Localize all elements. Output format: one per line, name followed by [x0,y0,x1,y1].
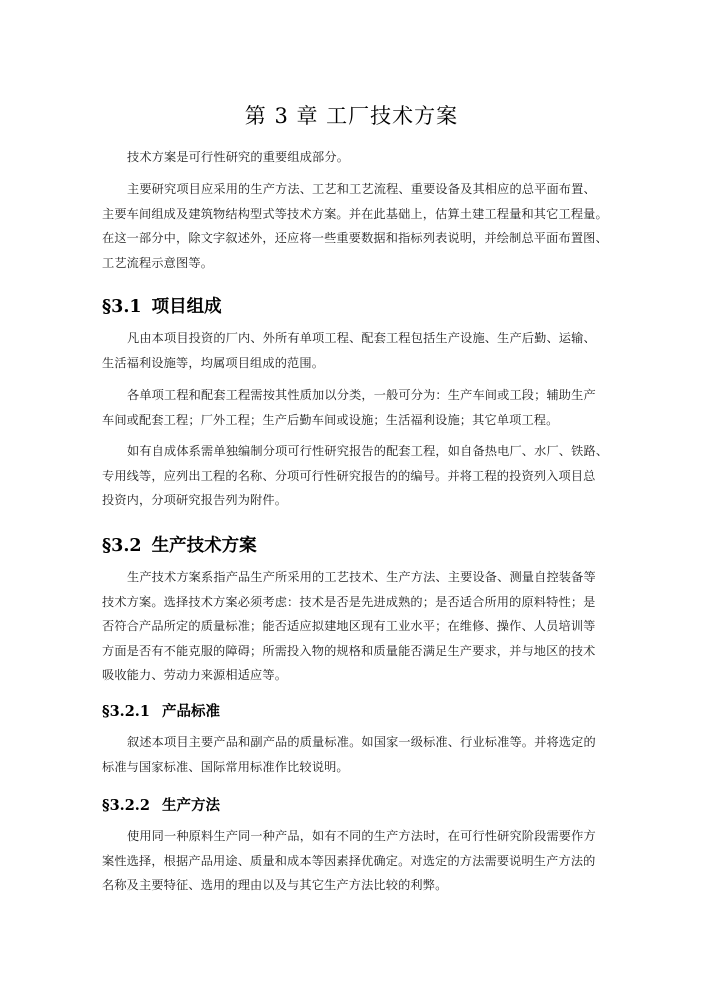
paragraph-line: 否符合产品所定的质量标准；能否适应拟建地区现有工业水平；在维修、操作、人员培训等 [102,619,596,633]
section-number: §3.2 [102,536,142,556]
s322-paragraph-1 [102,824,602,898]
section-title: 生产方法 [161,797,220,814]
paragraph-line: 使用同一种原料生产同一种产品，如有不同的生产方法时，在可行性研究阶段需要作方 [127,829,596,843]
s31-paragraph-3 [102,439,609,513]
s31-paragraph-2 [102,383,602,432]
paragraph-line: 技术方案是可行性研究的重要组成部分。 [127,150,350,164]
paragraph-line: 标准与国家标准、国际常用标准作比较说明。 [102,759,349,774]
s31-paragraph-1 [102,326,602,375]
section-number: §3.2.1 [102,703,150,720]
paragraph-line: 车间或配套工程；厂外工程；生产后勤车间或设施；生活福利设施；其它单项工程。 [102,412,559,427]
paragraph-line: 凡由本项目投资的厂内、外所有单项工程、配套工程包括生产设施、生产后勤、运输、 [127,331,596,345]
intro-paragraph-2 [102,177,608,275]
paragraph-line: 吸收能力、劳动力来源相适应等。 [102,668,288,682]
section-title: 项目组成 [151,297,222,317]
s32-paragraph-1 [102,565,602,688]
section-heading-3-1 [102,293,222,318]
paragraph-line: 名称及主要特征、选用的理由以及与其它生产方法比较的利弊。 [102,878,448,892]
paragraph-line: 生产技术方案系指产品生产所采用的工艺技术、生产方法、主要设备、测量自控装备等 [127,570,596,584]
paragraph-line: 方面是否有不能克服的障碍；所需投入物的规格和质量能否满足生产要求，并与地区的技术 [102,643,596,658]
section-heading-3-2-1 [102,700,220,721]
paragraph-line: 主要研究项目应采用的生产方法、工艺和工艺流程、重要设备及其相应的总平面布置、 [127,182,596,196]
paragraph-line: 技术方案。选择技术方案必须考虑：技术是否是先进成熟的；是否适合所用的原料特性；是 [102,594,596,609]
paragraph-line: 案性选择，根据产品用途、质量和成本等因素择优确定。对选定的方法需要说明生产方法的 [102,853,596,868]
paragraph-line: 工艺流程示意图等。 [102,255,214,270]
paragraph-line: 生活福利设施等，均属项目组成的范围。 [102,355,325,370]
section-title: 生产技术方案 [151,536,257,556]
paragraph-line: 主要车间组成及建筑物结构型式等技术方案。并在此基础上，估算土建工程量和其它工程量。 [102,206,608,221]
section-number: §3.2.2 [102,797,150,814]
chapter-title: 第 3 章 工厂技术方案 [244,104,459,128]
s321-paragraph-1 [102,730,602,779]
paragraph-line: 叙述本项目主要产品和副产品的质量标准。如国家一级标准、行业标准等。并将选定的 [127,735,596,749]
paragraph-line: 各单项工程和配套工程需按其性质加以分类，一般可分为：生产车间或工段；辅助生产 [127,388,596,402]
intro-paragraph-1 [102,145,602,170]
paragraph-line: 如有自成体系需单独编制分项可行性研究报告的配套工程，如自备热电厂、水厂、铁路、 [127,444,609,458]
section-title: 产品标准 [161,703,220,720]
paragraph-line: 专用线等，应列出工程的名称、分项可行性研究报告的的编号。并将工程的投资列入项目总 [102,468,596,483]
paragraph-line: 投资内，分项研究报告列为附件。 [102,493,288,507]
section-number: §3.1 [102,297,142,317]
section-heading-3-2 [102,532,257,557]
section-heading-3-2-2 [102,794,220,815]
paragraph-line: 在这一部分中，除文字叙述外，还应将一些重要数据和指标列表说明，并绘制总平面布置图、 [102,231,608,245]
